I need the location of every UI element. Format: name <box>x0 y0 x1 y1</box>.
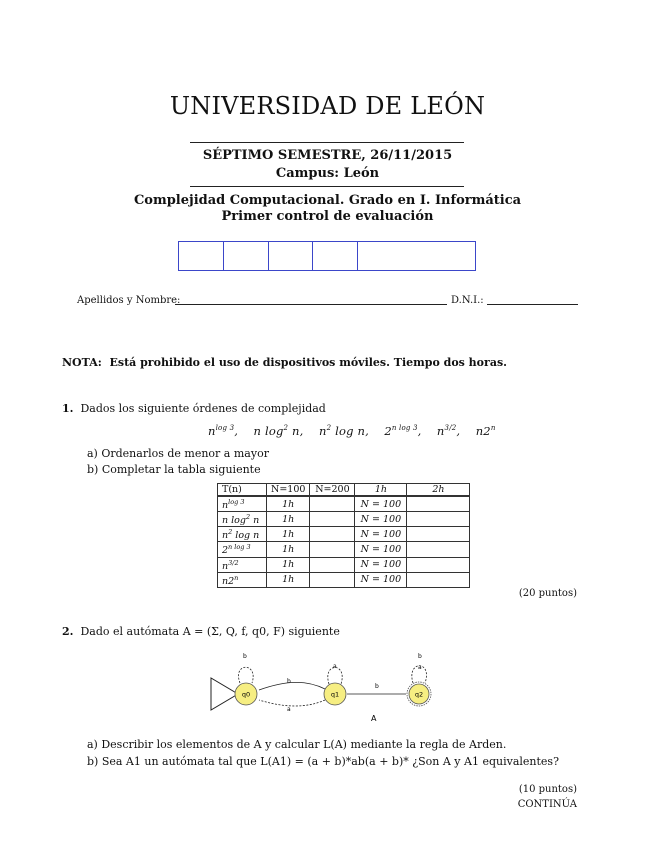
grade-cell-1[interactable] <box>179 242 224 270</box>
h1-cell: N = 100 <box>355 557 407 572</box>
transition-q1-q0-label: a <box>287 706 291 713</box>
state-q0-label: q0 <box>241 690 251 699</box>
question-2-part-a: a) Describir los elementos de A y calcular L(A) mediante la regla de Arden. <box>87 738 507 751</box>
transition-q0-q1-label: b <box>287 678 291 685</box>
h1-cell: N = 100 <box>355 496 407 512</box>
question-1-points: (20 puntos) <box>518 588 577 599</box>
question-1-part-a: a) Ordenarlos de menor a mayor <box>87 447 269 460</box>
note-text: Está prohibido el uso de dispositivos móviles. Tiempo dos horas. <box>109 356 507 369</box>
header-1h: 1h <box>355 484 407 497</box>
table-header-row <box>218 484 470 497</box>
header-n100: N=100 <box>267 484 310 497</box>
id-label: D.N.I.: <box>451 295 484 306</box>
table-row <box>218 527 470 542</box>
n200-cell[interactable] <box>310 512 355 527</box>
h2-cell[interactable] <box>407 557 470 572</box>
continue-label: CONTINÚA <box>517 799 577 810</box>
tn-cell: n2$^n$ <box>218 572 267 587</box>
table-row <box>218 542 470 557</box>
divider-bottom <box>190 186 464 187</box>
name-label: Apellidos y Nombre: <box>77 295 181 306</box>
transition-q1-q2-label: b <box>375 683 379 690</box>
transition-q0-q1 <box>259 682 325 690</box>
complexity-table <box>217 483 470 588</box>
question-1-part-b: b) Completar la tabla siguiente <box>87 463 261 476</box>
note-prefix: NOTA: <box>62 356 102 369</box>
h2-cell[interactable] <box>407 512 470 527</box>
automaton-diagram <box>207 648 447 726</box>
h2-cell[interactable] <box>407 542 470 557</box>
campus: Campus: León <box>275 166 380 181</box>
loop-q0 <box>239 667 254 683</box>
question-1-prompt <box>62 402 326 415</box>
n200-cell[interactable] <box>310 496 355 512</box>
loop-q2-bottom-label: a <box>418 664 422 671</box>
course-title: Complejidad Computacional. Grado en I. Informática <box>133 193 522 208</box>
h1-cell: N = 100 <box>355 512 407 527</box>
table-row <box>218 496 470 512</box>
tn-cell: n $\log^2 n$ <box>218 512 267 527</box>
tn-cell: $n^{log 3}$ <box>218 496 267 512</box>
note <box>62 356 507 369</box>
tn-cell: $2^{n log 3}$ <box>218 542 267 557</box>
name-field[interactable] <box>175 304 447 305</box>
table-row <box>218 512 470 527</box>
divider-top <box>190 142 464 143</box>
university-title: UNIVERSIDAD DE LEÓN <box>169 92 486 120</box>
n100-cell: 1h <box>267 572 310 587</box>
header-tn: T(n) <box>218 484 267 497</box>
n100-cell: 1h <box>267 496 310 512</box>
grade-cell-2[interactable] <box>224 242 269 270</box>
tn-cell: $n^{3/2}$ <box>218 557 267 572</box>
id-field[interactable] <box>487 304 578 305</box>
complexity-orders: $n^{log 3}$, n $\log^2 n$, $n^2$ log n, $2^{n log 3}$, $n^{3/2}$, n2$^n$ <box>208 424 496 438</box>
grade-cell-total[interactable] <box>358 242 475 270</box>
question-2-number: 2. <box>62 625 74 638</box>
question-1-number: 1. <box>62 402 74 415</box>
question-2-part-b: b) Sea A1 un autómata tal que L(A1) = (a + b)*ab(a + b)* ¿Son A y A1 equivalentes? <box>87 755 559 768</box>
n100-cell: 1h <box>267 557 310 572</box>
n200-cell[interactable] <box>310 542 355 557</box>
h2-cell[interactable] <box>407 527 470 542</box>
loop-q2-top-label: b <box>418 653 422 660</box>
header-n200: N=200 <box>310 484 355 497</box>
question-2-text: Dado el autómata A = (Σ, Q, f, q0, F) siguiente <box>80 625 340 638</box>
n100-cell: 1h <box>267 527 310 542</box>
state-q2-label: q2 <box>414 690 424 699</box>
h1-cell: N = 100 <box>355 542 407 557</box>
n100-cell: 1h <box>267 542 310 557</box>
transition-q1-q0 <box>259 700 325 706</box>
loop-q0-label: b <box>243 653 247 660</box>
question-2-points: (10 puntos) <box>518 784 577 795</box>
grade-cell-4[interactable] <box>313 242 358 270</box>
state-q1-label: q1 <box>330 690 340 699</box>
n200-cell[interactable] <box>310 527 355 542</box>
n100-cell: 1h <box>267 512 310 527</box>
h1-cell: N = 100 <box>355 527 407 542</box>
tn-cell: $n^2$ log n <box>218 527 267 542</box>
table-row <box>218 572 470 587</box>
grade-cell-3[interactable] <box>269 242 313 270</box>
h1-cell: N = 100 <box>355 572 407 587</box>
question-1-text: Dados los siguiente órdenes de complejidad <box>80 402 326 415</box>
semester-date: SÉPTIMO SEMESTRE, 26/11/2015 <box>202 148 453 163</box>
h2-cell[interactable] <box>407 496 470 512</box>
question-2-prompt <box>62 625 340 638</box>
header-2h: 2h <box>407 484 470 497</box>
exam-title: Primer control de evaluación <box>221 209 434 224</box>
loop-q1-label: a <box>333 663 337 670</box>
h2-cell[interactable] <box>407 572 470 587</box>
initial-arrow-icon <box>211 678 238 710</box>
grade-box <box>178 241 476 271</box>
automaton-name-label: A <box>371 714 377 723</box>
n200-cell[interactable] <box>310 572 355 587</box>
n200-cell[interactable] <box>310 557 355 572</box>
table-row <box>218 557 470 572</box>
